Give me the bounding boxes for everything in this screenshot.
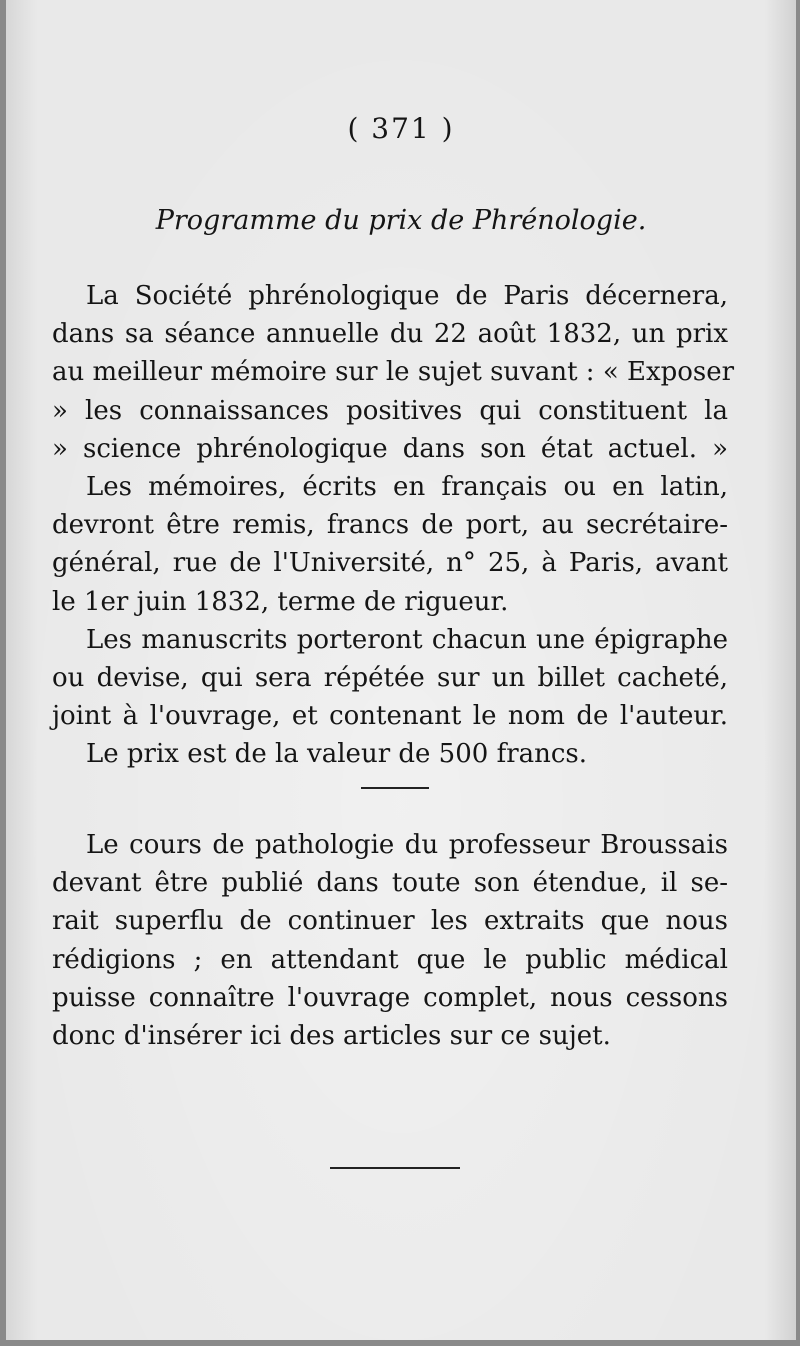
text-line: joint à l'ouvrage, et contenant le nom de l'auteur. xyxy=(52,701,728,732)
document-page xyxy=(6,0,796,1340)
text-line: rait superflu de continuer les extraits que nous xyxy=(52,906,728,937)
section-divider xyxy=(361,787,429,789)
broussais-notice-text xyxy=(52,826,728,1055)
text-line: rédigions ; en attendant que le public médical xyxy=(52,944,728,975)
prize-announcement-text xyxy=(52,277,735,774)
text-line: Le prix est de la valeur de 500 francs. xyxy=(86,739,588,770)
text-line: » les connaissances positives qui constituent la xyxy=(52,395,728,426)
text-line: général, rue de l'Université, n° 25, à Paris, avant xyxy=(52,548,728,579)
page-number: ( 371 ) xyxy=(347,112,455,145)
text-line: devant être publié dans toute son étendue, il se- xyxy=(52,868,728,899)
text-line: au meilleur mémoire sur le sujet suvant : « Exposer xyxy=(52,357,735,388)
text-line: » science phrénologique dans son état actuel. » xyxy=(52,433,728,464)
text-line: dans sa séance annuelle du 22 août 1832, un prix xyxy=(52,319,728,350)
text-line: donc d'insérer ici des articles sur ce sujet. xyxy=(52,1021,611,1052)
text-line: Les mémoires, écrits en français ou en latin, xyxy=(86,472,728,503)
page-title: Programme du prix de Phrénologie. xyxy=(155,205,647,236)
text-line: Le cours de pathologie du professeur Broussais xyxy=(86,830,728,860)
text-line: puisse connaître l'ouvrage complet, nous cessons xyxy=(52,982,728,1013)
end-rule xyxy=(330,1167,460,1169)
text-line: La Société phrénologique de Paris décernera, xyxy=(86,281,728,311)
text-line: devront être remis, francs de port, au secrétaire- xyxy=(52,510,728,541)
text-line: ou devise, qui sera répétée sur un billet cacheté, xyxy=(52,663,728,694)
text-line: Les manuscrits porteront chacun une épigraphe xyxy=(86,624,728,655)
text-line: le 1er juin 1832, terme de rigueur. xyxy=(52,586,509,617)
